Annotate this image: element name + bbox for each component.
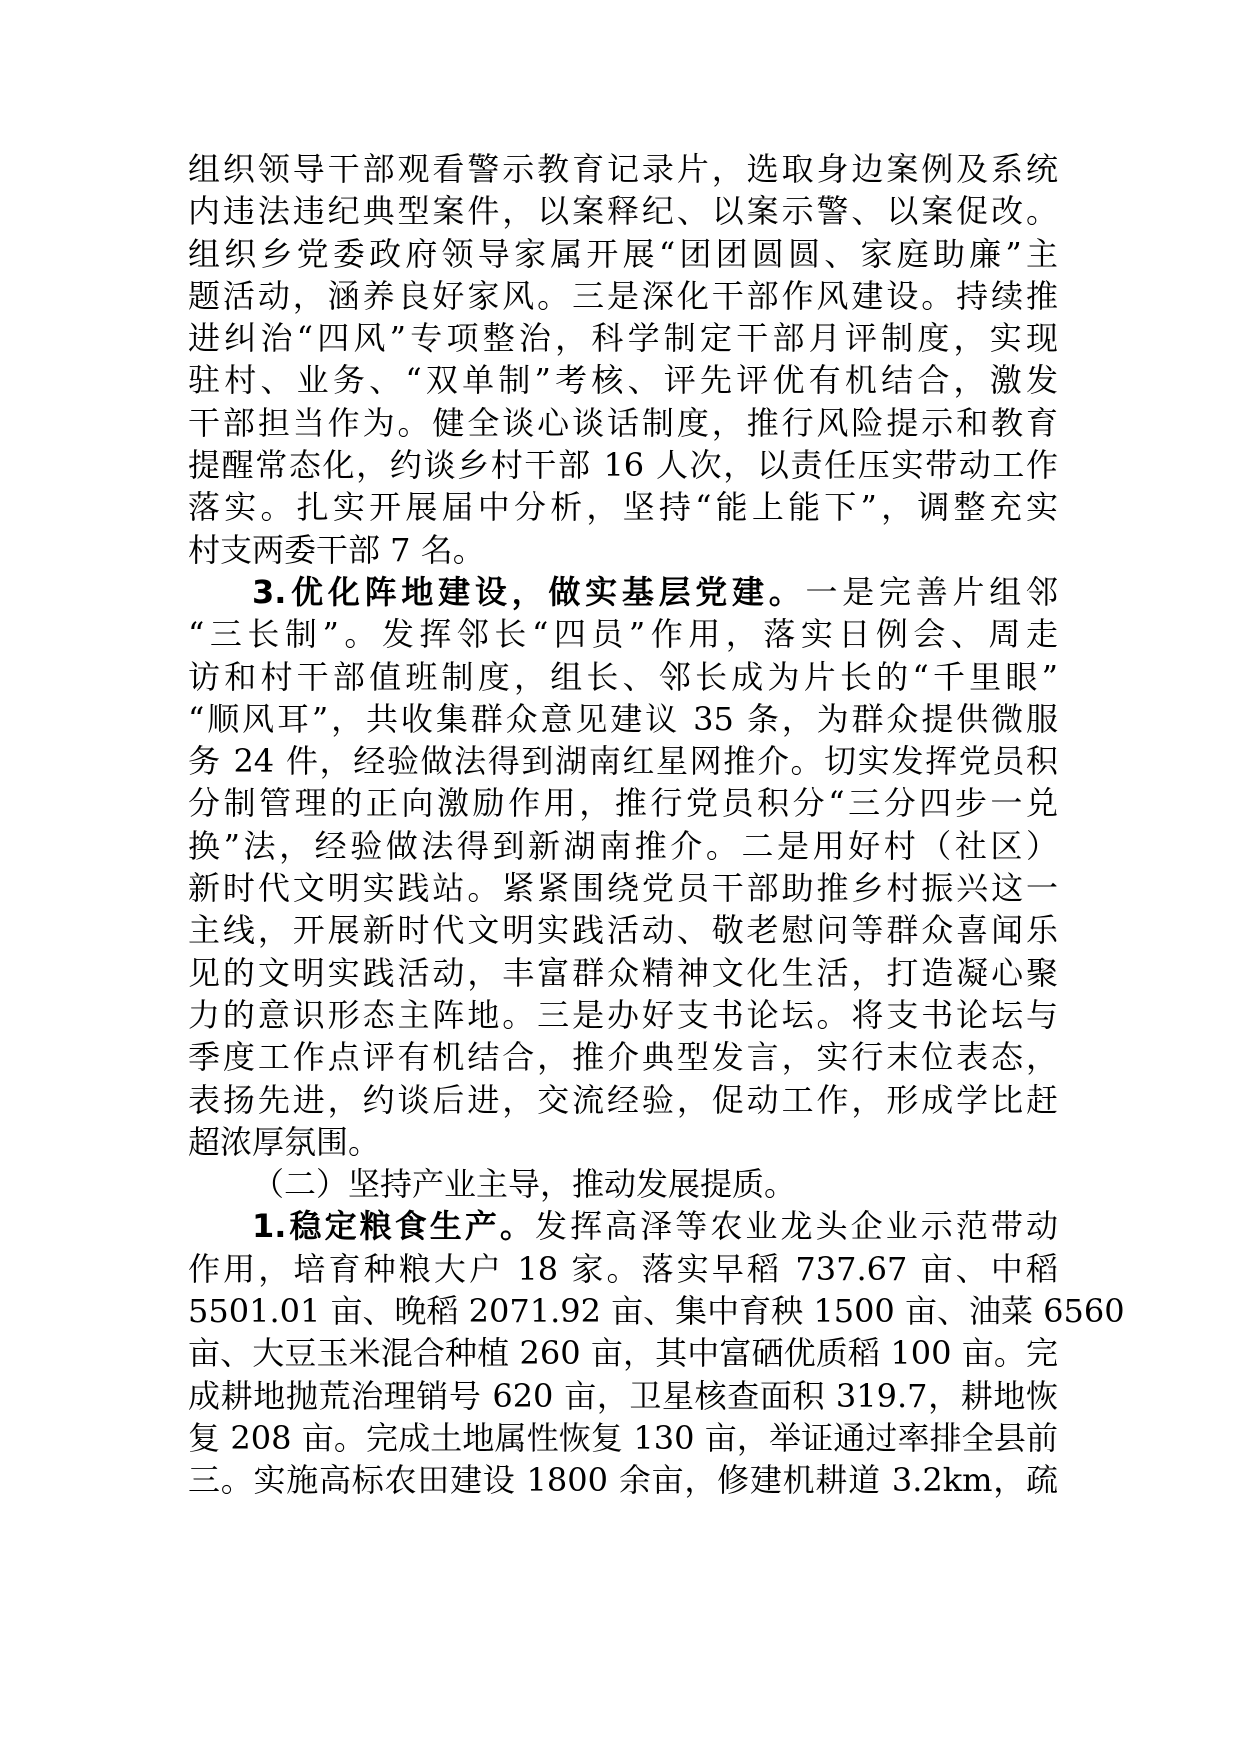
- text-line: 提醒常态化，约谈乡村干部 16 人次，以责任压实带动工作: [188, 446, 1058, 485]
- heading-rest-text: 一是完善片组邻: [805, 572, 1058, 611]
- text-line: 驻村、业务、“双单制”考核、评先评优有机结合，激发: [188, 361, 1058, 400]
- text-line: 组织领导干部观看警示教育记录片，选取身边案例及系统: [188, 150, 1058, 188]
- text-line: 季度工作点评有机结合，推介典型发言，实行末位表态，: [188, 1038, 1058, 1077]
- text-line: 三。实施高标农田建设 1800 余亩，修建机耕道 3.2km，疏: [188, 1461, 1058, 1500]
- text-line: 题活动，涵养良好家风。三是深化干部作风建设。持续推: [188, 276, 1058, 315]
- text-line: 超浓厚氛围。: [188, 1122, 381, 1161]
- body-text: [188, 148, 1125, 1502]
- text-line: 分制管理的正向激励作用，推行党员积分“三分四步一兑: [188, 784, 1058, 823]
- text-line: 主线，开展新时代文明实践活动、敬老慰问等群众喜闻乐: [188, 911, 1058, 950]
- text-line: 5501.01 亩、晚稻 2071.92 亩、集中育秧 1500 亩、油菜 6560: [188, 1292, 1125, 1331]
- text-line: “顺风耳”，共收集群众意见建议 35 条，为群众提供微服: [188, 699, 1058, 738]
- section-heading-line: [188, 1205, 1058, 1247]
- text-line: 复 208 亩。完成土地属性恢复 130 亩，举证通过率排全县前: [188, 1418, 1058, 1457]
- text-line: 作用，培育种粮大户 18 家。落实早稻 737.67 亩、中稻: [188, 1249, 1058, 1288]
- text-line: 新时代文明实践站。紧紧围绕党员干部助推乡村振兴这一: [188, 869, 1058, 908]
- text-line: 换”法，经验做法得到新湖南推介。二是用好村（社区）: [188, 826, 1058, 865]
- text-line: “三长制”。发挥邻长“四员”作用，落实日例会、周走: [188, 615, 1058, 654]
- text-line: 落实。扎实开展届中分析，坚持“能上能下”，调整充实: [188, 488, 1058, 527]
- text-line: 亩、大豆玉米混合种植 260 亩，其中富硒优质稻 100 亩。完: [188, 1334, 1058, 1373]
- section-heading: 3.优化阵地建设，做实基层党建。: [252, 572, 806, 611]
- text-line: 力的意识形态主阵地。三是办好支书论坛。将支书论坛与: [188, 995, 1058, 1034]
- text-line: 务 24 件，经验做法得到湖南红星网推介。切实发挥党员积: [188, 742, 1058, 781]
- section-heading-line: [188, 571, 1058, 613]
- text-line: 访和村干部值班制度，组长、邻长成为片长的“千里眼”: [188, 657, 1058, 696]
- text-line: 成耕地抛荒治理销号 620 亩，卫星核查面积 319.7，耕地恢: [188, 1376, 1058, 1415]
- subsection-title: （二）坚持产业主导，推动发展提质。: [252, 1165, 797, 1204]
- text-line: 进纠治“四风”专项整治，科学制定干部月评制度，实现: [188, 319, 1058, 358]
- text-line: 组织乡党委政府领导家属开展“团团圆圆、家庭助廉”主: [188, 234, 1058, 273]
- text-line: 内违法违纪典型案件，以案释纪、以案示警、以案促改。: [188, 192, 1058, 231]
- heading-rest-text: 发挥高泽等农业龙头企业示范带动: [535, 1207, 1058, 1246]
- text-line: 表扬先进，约谈后进，交流经验，促动工作，形成学比赶: [188, 1080, 1058, 1119]
- text-line: 干部担当作为。健全谈心谈话制度，推行风险提示和教育: [188, 403, 1058, 442]
- section-heading: 1.稳定粮食生产。: [252, 1207, 535, 1246]
- text-line: 见的文明实践活动，丰富群众精神文化生活，打造凝心聚: [188, 953, 1058, 992]
- text-line: 村支两委干部 7 名。: [188, 530, 485, 569]
